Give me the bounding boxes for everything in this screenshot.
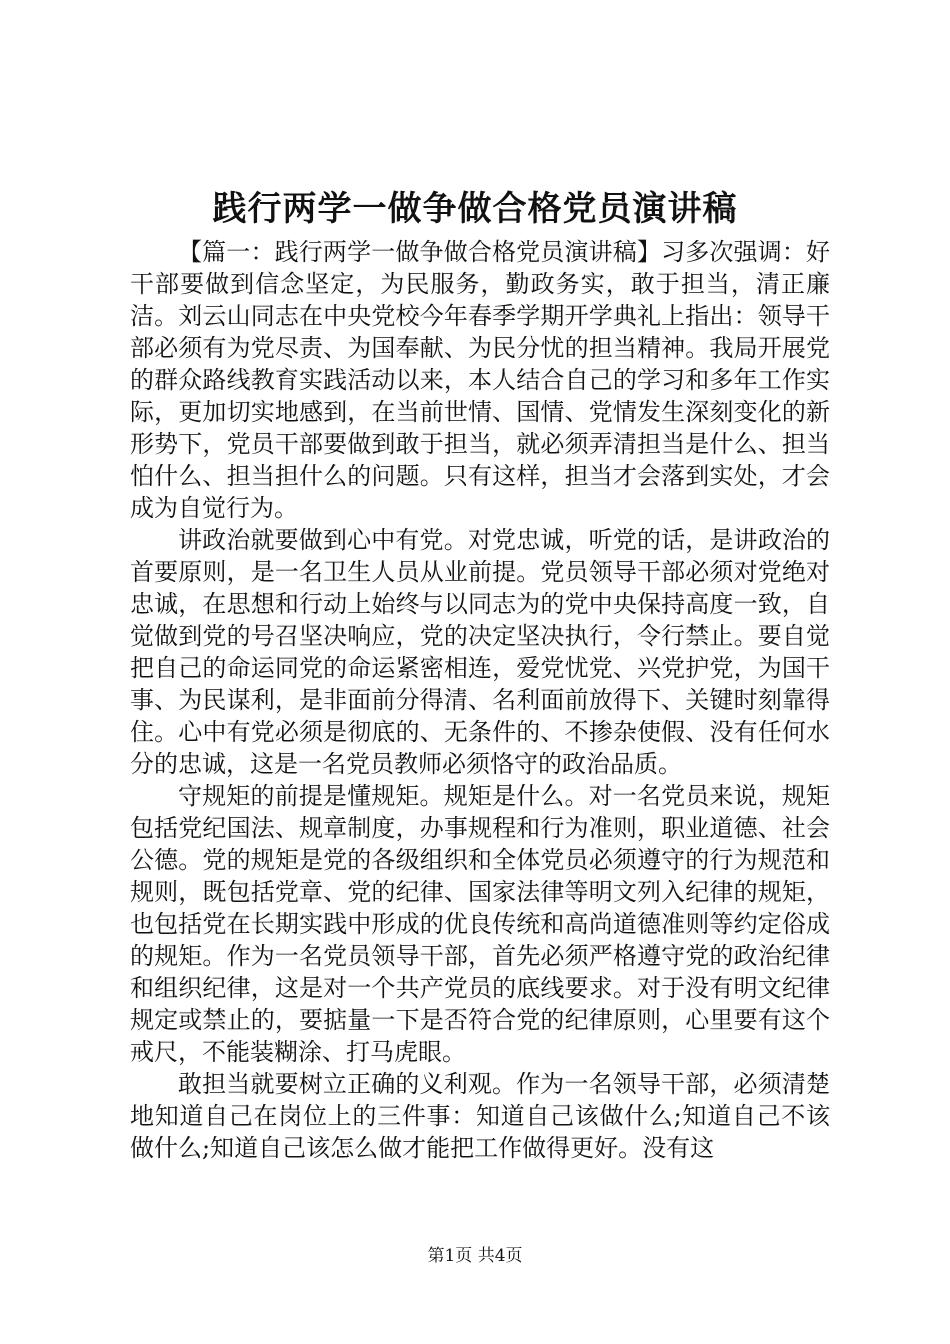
- document-body: [130, 236, 830, 1164]
- paragraph-3: 守规矩的前提是懂规矩。规矩是什么。对一名党员来说，规矩包括党纪国法、规章制度，办事规程和行为准则，职业道德、社会公德。党的规矩是党的各级组织和全体党员必须遵守的行为规范和规则，既包括党章、党的纪律、国家法律等明文列入纪律的规矩，也包括党在长期实践中形成的优良传统和高尚道德准则等约定俗成的规矩。作为一名党员领导干部，首先必须严格遵守党的政治纪律和组织纪律，这是对一个共产党员的底线要求。对于没有明文纪律规定或禁止的，要掂量一下是否符合党的纪律原则，心里要有这个戒尺，不能装糊涂、打马虎眼。: [130, 782, 830, 1066]
- page-footer: [0, 1244, 950, 1268]
- paragraph-4: 敢担当就要树立正确的义利观。作为一名领导干部，必须清楚地知道自己在岗位上的三件事：知道自己该做什么;知道自己不该做什么;知道自己该怎么做才能把工作做得更好。没有这: [130, 1070, 830, 1162]
- paragraph-2: 讲政治就要做到心中有党。对党忠诚，听党的话，是讲政治的首要原则，是一名卫生人员从业前提。党员领导干部必须对党绝对忠诚，在思想和行动上始终与以同志为的党中央保持高度一致，自觉做到党的号召坚决响应，党的决定坚决执行，令行禁止。要自觉把自己的命运同党的命运紧密相连，爱党忧党、兴党护党，为国干事、为民谋利，是非面前分得清、名利面前放得下、关键时刻靠得住。心中有党必须是彻底的、无条件的、不掺杂使假、没有任何水分的忠诚，这是一名党员教师必须恪守的政治品质。: [130, 526, 830, 778]
- page-total: 共4页: [477, 1246, 523, 1266]
- page-number: 第1页: [427, 1246, 473, 1266]
- paragraph-1: 【篇一：践行两学一做争做合格党员演讲稿】习多次强调：好干部要做到信念坚定，为民服务，勤政务实，敢于担当，清正廉洁。刘云山同志在中央党校今年春季学期开学典礼上指出：领导干部必须有为党尽责、为国奉献、为民分忧的担当精神。我局开展党的群众路线教育实践活动以来，本人结合自己的学习和多年工作实际，更加切实地感到，在当前世情、国情、党情发生深刻变化的新形势下，党员干部要做到敢于担当，就必须弄清担当是什么、担当怕什么、担当担什么的问题。只有这样，担当才会落到实处，才会成为自觉行为。: [130, 238, 830, 522]
- document-title: 践行两学一做争做合格党员演讲稿: [212, 189, 738, 229]
